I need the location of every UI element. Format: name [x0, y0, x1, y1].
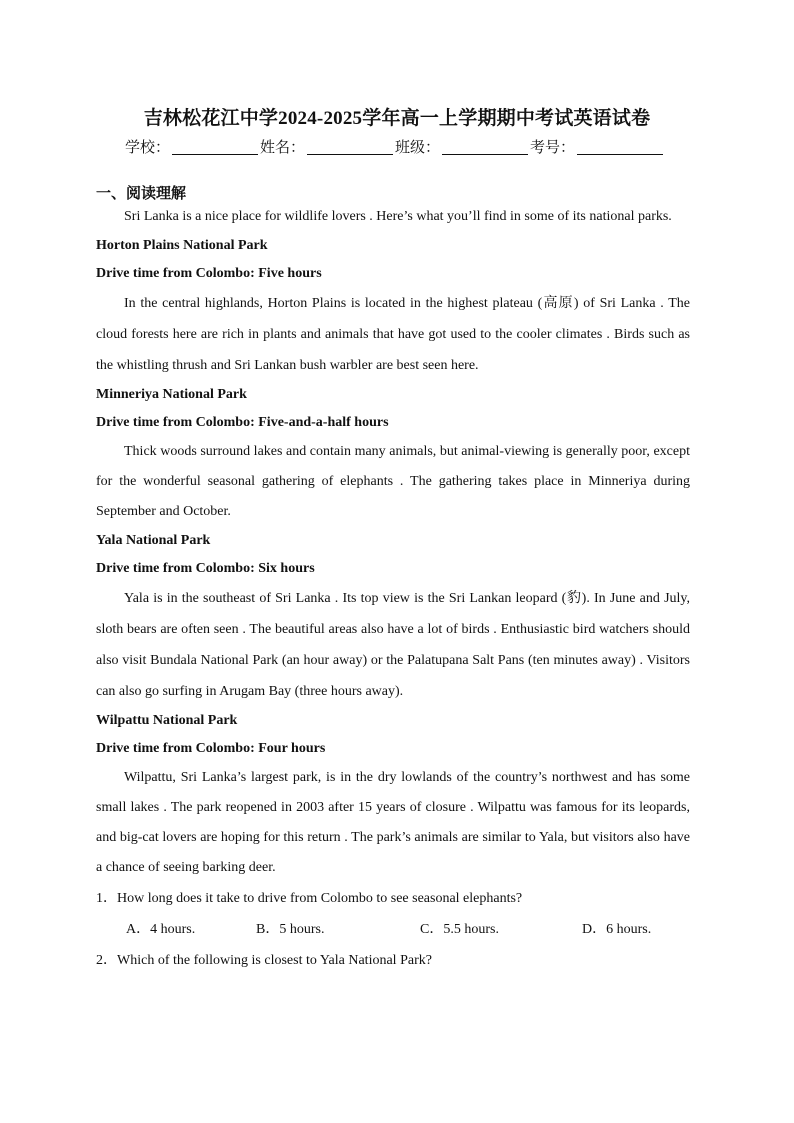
page-title: 吉林松花江中学2024-2025学年高一上学期期中考试英语试卷: [143, 108, 651, 129]
school-blank[interactable]: [172, 140, 258, 155]
number-blank[interactable]: [577, 140, 663, 155]
park-description: Wilpattu, Sri Lanka’s largest park, is in the dry lowlands of the country’s northwest and has some small lakes . The park reopened in 2003 after 15 years of closure . Wilpattu was famous for its leopards, and big-cat lovers are hoping for this return . The park’s animals are similar to Yala, but visitors also have a chance of seeing barking deer.: [96, 770, 690, 875]
option-c[interactable]: C．5.5 hours.: [420, 922, 499, 937]
option-a[interactable]: A．4 hours.: [126, 922, 196, 937]
name-blank[interactable]: [307, 140, 393, 155]
question-options: [96, 914, 690, 945]
park-description: Yala is in the southeast of Sri Lanka . Its top view is the Sri Lankan leopard (豹). In June and July, sloth bears are often seen . The beautiful areas also have a lot of birds . Enthusiastic bird watchers should also visit Bundala National Park (an hour away) or the Palatupana Salt Pans (ten minutes away) . Visitors can also go surfing in Arugam Bay (three hours away).: [96, 591, 690, 699]
park-name: Yala National Park: [96, 533, 211, 548]
section-title: 一、阅读理解: [96, 186, 187, 202]
park-name: Wilpattu National Park: [96, 713, 238, 728]
park-name: Horton Plains National Park: [96, 238, 268, 253]
park-name: Minneriya National Park: [96, 387, 247, 402]
park-drive-time: Drive time from Colombo: Five-and-a-half hours: [96, 415, 389, 430]
class-blank[interactable]: [442, 140, 528, 155]
question-stem: 1．How long does it take to drive from Colombo to see seasonal elephants?: [96, 891, 523, 906]
class-label: 班级：: [395, 140, 441, 156]
question-stem: 2．Which of the following is closest to Yala National Park?: [96, 953, 432, 968]
school-label: 学校：: [125, 140, 171, 156]
park-drive-time: Drive time from Colombo: Six hours: [96, 561, 315, 576]
park-drive-time: Drive time from Colombo: Four hours: [96, 741, 326, 756]
park-description: In the central highlands, Horton Plains is located in the highest plateau (高原) of Sri Lanka . The cloud forests here are rich in plants and animals that have got used to the cooler climates . Birds such as the whistling thrush and Sri Lankan bush warbler are best seen here.: [96, 296, 690, 373]
number-label: 考号：: [530, 140, 576, 156]
name-label: 姓名：: [260, 140, 306, 156]
park-description: Thick woods surround lakes and contain many animals, but animal-viewing is generally poor, except for the wonderful seasonal gathering of elephants . The gathering takes place in Minneriya during September and October.: [96, 444, 690, 519]
park-drive-time: Drive time from Colombo: Five hours: [96, 266, 322, 281]
student-info-row: [125, 136, 665, 157]
passage-intro: Sri Lanka is a nice place for wildlife lovers . Here’s what you’ll find in some of its national parks.: [124, 209, 672, 224]
option-d[interactable]: D．6 hours.: [582, 922, 652, 937]
option-b[interactable]: B．5 hours.: [256, 922, 325, 937]
reading-passage: [96, 202, 690, 976]
